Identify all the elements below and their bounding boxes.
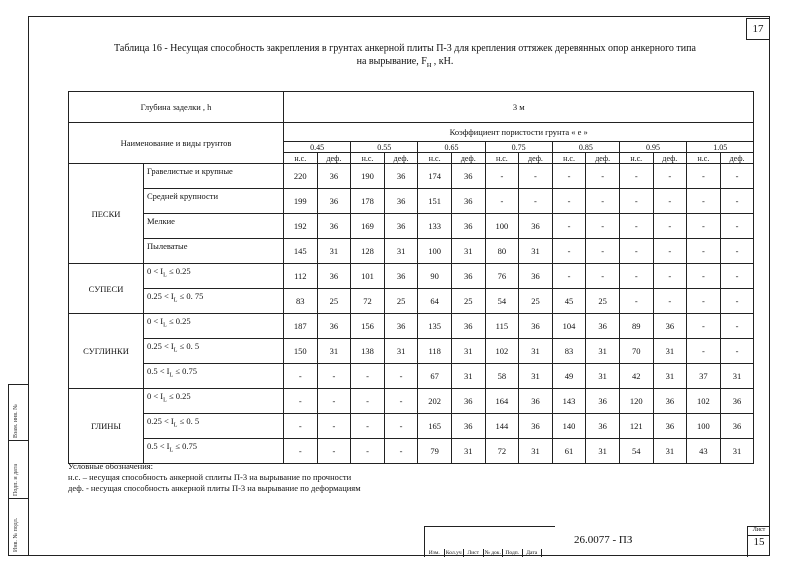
def-value: -: [586, 264, 620, 289]
title-unit: , кН.: [431, 56, 454, 67]
ns-value: 133: [418, 214, 452, 239]
ns-value: 101: [351, 264, 385, 289]
ns-header: н.с.: [552, 153, 586, 164]
def-value: 36: [720, 414, 754, 439]
def-value: 36: [586, 314, 620, 339]
ns-value: 37: [687, 364, 721, 389]
ns-value: 187: [284, 314, 318, 339]
def-value: 36: [317, 164, 351, 189]
ns-value: 100: [687, 414, 721, 439]
def-value: 31: [519, 364, 553, 389]
def-value: 31: [586, 364, 620, 389]
sheet-number: 15: [748, 535, 770, 548]
ns-value: 104: [552, 314, 586, 339]
def-value: 36: [653, 389, 687, 414]
soil-subtype: [144, 189, 284, 214]
def-value: -: [586, 189, 620, 214]
table-row: [69, 439, 754, 464]
table-row: [69, 264, 754, 289]
ns-header: н.с.: [687, 153, 721, 164]
def-value: 36: [519, 214, 553, 239]
notes-line-1: н.с. – несущая способность анкерной сплиты П-3 на вырывание по прочности: [68, 472, 352, 482]
def-value: 36: [317, 189, 351, 214]
def-value: 36: [653, 314, 687, 339]
ns-value: 156: [351, 314, 385, 339]
def-value: 25: [384, 289, 418, 314]
soil-group-name: СУГЛИНКИ: [69, 314, 144, 389]
title-block-cell: Подп.: [503, 549, 523, 557]
ns-value: -: [351, 439, 385, 464]
ns-value: 49: [552, 364, 586, 389]
soil-subtype-text: Мелкие: [147, 216, 175, 226]
table-row: [69, 239, 754, 264]
def-value: 36: [451, 264, 485, 289]
def-value: 36: [451, 189, 485, 214]
def-value: 36: [519, 264, 553, 289]
sheet-box: [747, 526, 770, 557]
ns-value: -: [552, 239, 586, 264]
subscript: L: [173, 422, 178, 429]
def-value: 36: [384, 264, 418, 289]
ns-value: 140: [552, 414, 586, 439]
ns-value: 164: [485, 389, 519, 414]
ns-value: 102: [687, 389, 721, 414]
side-divider: [8, 498, 28, 499]
def-header: деф.: [384, 153, 418, 164]
soil-subtype-tail: ≤ 0.75: [173, 441, 197, 451]
soil-subtype-text: 0.5 < I: [147, 366, 170, 376]
ns-value: -: [619, 164, 653, 189]
soil-subtype-tail: ≤ 0. 5: [177, 416, 200, 426]
notes-line-2: деф. - несущая способность анкерной плиты П-3 на вырывание по деформациям: [68, 483, 361, 493]
ns-value: -: [687, 289, 721, 314]
soil-subtype-text: Средней крупности: [147, 191, 219, 201]
ns-value: -: [552, 264, 586, 289]
ns-value: 76: [485, 264, 519, 289]
def-value: 31: [519, 339, 553, 364]
ns-value: -: [687, 214, 721, 239]
coef-label: Коэффициент пористости грунта « е »: [284, 123, 754, 142]
ns-value: 192: [284, 214, 318, 239]
ns-value: -: [619, 189, 653, 214]
soil-subtype: [144, 439, 284, 464]
porosity-header: 0.75: [485, 142, 552, 153]
porosity-header: 0.45: [284, 142, 351, 153]
ns-value: -: [687, 189, 721, 214]
porosity-header: 0.55: [351, 142, 418, 153]
ns-value: -: [284, 439, 318, 464]
ns-value: -: [485, 189, 519, 214]
def-value: -: [384, 364, 418, 389]
def-value: -: [653, 239, 687, 264]
ns-value: 150: [284, 339, 318, 364]
soil-subtype-text: 0.25 < I: [147, 341, 174, 351]
soil-subtype-text: 0.5 < I: [147, 441, 170, 451]
def-value: 31: [653, 339, 687, 364]
ns-value: 72: [485, 439, 519, 464]
table-row: [69, 314, 754, 339]
def-value: 36: [451, 314, 485, 339]
def-value: 31: [451, 439, 485, 464]
subscript: L: [163, 397, 167, 404]
def-value: 31: [519, 239, 553, 264]
def-value: 36: [384, 214, 418, 239]
ns-value: 199: [284, 189, 318, 214]
soil-subtype-text: 0 < I: [147, 391, 164, 401]
side-label-sign: Подп. и дата: [13, 463, 19, 496]
def-value: 25: [586, 289, 620, 314]
ns-value: -: [552, 214, 586, 239]
subscript: L: [163, 322, 167, 329]
side-label-replace: Взам. инв. №: [13, 404, 19, 438]
title-block-cell: № док.: [484, 549, 504, 557]
subscript: L: [173, 297, 178, 304]
def-value: -: [720, 314, 754, 339]
soil-subtype: [144, 364, 284, 389]
soil-subtype: [144, 414, 284, 439]
table-title: [60, 42, 750, 71]
depth-label: Глубина заделки , h: [69, 92, 284, 123]
def-value: -: [720, 339, 754, 364]
def-value: 36: [384, 164, 418, 189]
ns-header: н.с.: [284, 153, 318, 164]
def-value: 25: [317, 289, 351, 314]
def-value: -: [653, 214, 687, 239]
def-value: -: [653, 289, 687, 314]
def-header: деф.: [317, 153, 351, 164]
ns-value: -: [687, 264, 721, 289]
def-value: 36: [317, 264, 351, 289]
def-value: 31: [720, 439, 754, 464]
def-value: -: [384, 439, 418, 464]
table-row: [69, 289, 754, 314]
def-value: -: [653, 189, 687, 214]
soil-subtype: [144, 289, 284, 314]
soil-subtype: [144, 389, 284, 414]
porosity-header: 0.95: [619, 142, 686, 153]
def-value: -: [653, 164, 687, 189]
subscript: L: [173, 347, 178, 354]
ns-value: 112: [284, 264, 318, 289]
ns-value: 128: [351, 239, 385, 264]
ns-header: н.с.: [619, 153, 653, 164]
title-block-cell: Кол.уч: [445, 549, 465, 557]
def-value: 25: [519, 289, 553, 314]
ns-value: 89: [619, 314, 653, 339]
ns-value: 165: [418, 414, 452, 439]
ns-value: 121: [619, 414, 653, 439]
soil-group-name: ПЕСКИ: [69, 164, 144, 264]
def-value: 36: [317, 214, 351, 239]
def-value: -: [586, 214, 620, 239]
ns-value: -: [619, 289, 653, 314]
table-row: [69, 389, 754, 414]
soil-subtype-tail: ≤ 0.25: [166, 266, 191, 276]
def-value: 25: [451, 289, 485, 314]
def-value: 36: [519, 414, 553, 439]
soil-subtype: [144, 314, 284, 339]
subscript: L: [163, 272, 167, 279]
ns-value: 58: [485, 364, 519, 389]
ns-value: -: [351, 414, 385, 439]
ns-value: 118: [418, 339, 452, 364]
ns-value: 54: [485, 289, 519, 314]
ns-value: 178: [351, 189, 385, 214]
soil-subtype-text: 0.25 < I: [147, 291, 174, 301]
table-row: [69, 214, 754, 239]
def-value: -: [720, 239, 754, 264]
def-value: -: [317, 364, 351, 389]
def-value: 31: [384, 239, 418, 264]
ns-value: 83: [552, 339, 586, 364]
ns-value: -: [485, 164, 519, 189]
def-value: 31: [451, 364, 485, 389]
def-value: -: [317, 439, 351, 464]
def-value: 31: [451, 239, 485, 264]
def-value: -: [519, 164, 553, 189]
ns-value: -: [552, 189, 586, 214]
def-value: -: [586, 164, 620, 189]
ns-value: 80: [485, 239, 519, 264]
ns-value: 169: [351, 214, 385, 239]
ns-value: 100: [485, 214, 519, 239]
def-value: -: [720, 214, 754, 239]
soil-subtype: [144, 214, 284, 239]
porosity-header: 0.65: [418, 142, 485, 153]
def-value: 31: [720, 364, 754, 389]
def-value: -: [519, 189, 553, 214]
def-value: -: [720, 289, 754, 314]
soil-group-name: ГЛИНЫ: [69, 389, 144, 464]
def-value: -: [384, 414, 418, 439]
def-value: -: [317, 389, 351, 414]
side-divider: [8, 440, 28, 441]
title-line-2: [60, 55, 750, 71]
def-value: 36: [384, 314, 418, 339]
def-value: 31: [586, 439, 620, 464]
soil-subtype: [144, 164, 284, 189]
ns-value: 135: [418, 314, 452, 339]
notes-title: Условные обозначения:: [68, 461, 154, 471]
ns-value: 42: [619, 364, 653, 389]
def-header: деф.: [519, 153, 553, 164]
sheet-label: Лист: [752, 527, 766, 533]
ns-value: 61: [552, 439, 586, 464]
soil-label: Наименование и виды грунтов: [69, 123, 284, 164]
title-line-1: Таблица 16 - Несущая способность закрепления в грунтах анкерной плиты П-3 для крепления оттяжек деревянных опор анкерного типа: [114, 43, 696, 54]
soil-subtype-tail: ≤ 0.75: [173, 366, 197, 376]
ns-value: 45: [552, 289, 586, 314]
def-value: 31: [653, 439, 687, 464]
soil-subtype-tail: ≤ 0.25: [166, 316, 191, 326]
ns-value: 90: [418, 264, 452, 289]
soil-subtype-text: Гравелистые и крупные: [147, 166, 233, 176]
def-value: 31: [317, 239, 351, 264]
table-row: [69, 189, 754, 214]
ns-value: 202: [418, 389, 452, 414]
def-value: 36: [451, 389, 485, 414]
ns-value: 43: [687, 439, 721, 464]
side-label-inv: Инв. № подл.: [13, 517, 19, 552]
ns-value: -: [284, 364, 318, 389]
soil-subtype-text: Пылеватые: [147, 241, 188, 251]
title-subscript: н: [426, 60, 432, 69]
soil-subtype: [144, 339, 284, 364]
capacity-table: [68, 91, 754, 464]
table-row: [69, 364, 754, 389]
title-block-cells: [425, 549, 542, 557]
page-number-top: 17: [746, 18, 770, 40]
ns-value: -: [351, 389, 385, 414]
def-value: -: [586, 239, 620, 264]
soil-group-name: СУПЕСИ: [69, 264, 144, 314]
title-block: [424, 526, 770, 556]
def-value: -: [317, 414, 351, 439]
ns-header: н.с.: [418, 153, 452, 164]
def-value: 31: [519, 439, 553, 464]
def-value: 36: [519, 389, 553, 414]
def-value: 36: [451, 164, 485, 189]
ns-value: -: [619, 214, 653, 239]
ns-value: -: [687, 239, 721, 264]
soil-subtype-text: 0 < I: [147, 316, 164, 326]
ns-value: 115: [485, 314, 519, 339]
ns-value: -: [284, 414, 318, 439]
def-header: деф.: [720, 153, 754, 164]
ns-header: н.с.: [351, 153, 385, 164]
ns-value: -: [351, 364, 385, 389]
def-value: -: [720, 264, 754, 289]
ns-value: -: [687, 339, 721, 364]
def-value: 36: [317, 314, 351, 339]
def-value: 36: [720, 389, 754, 414]
subscript: L: [169, 447, 174, 454]
def-value: 31: [317, 339, 351, 364]
ns-value: 120: [619, 389, 653, 414]
ns-value: -: [619, 239, 653, 264]
def-value: 31: [586, 339, 620, 364]
def-value: -: [653, 264, 687, 289]
table-row: [69, 339, 754, 364]
def-value: 36: [653, 414, 687, 439]
ns-value: 102: [485, 339, 519, 364]
def-value: 36: [519, 314, 553, 339]
title-block-cell: Дата: [523, 549, 543, 557]
sidebar: [0, 0, 28, 566]
soil-subtype-tail: ≤ 0. 5: [177, 341, 200, 351]
ns-value: -: [284, 389, 318, 414]
def-value: 36: [586, 414, 620, 439]
table-row: [69, 414, 754, 439]
ns-value: -: [552, 164, 586, 189]
def-value: 36: [384, 189, 418, 214]
table-row: [69, 164, 754, 189]
ns-value: 145: [284, 239, 318, 264]
porosity-header: 0.85: [552, 142, 619, 153]
ns-value: -: [619, 264, 653, 289]
ns-header: н.с.: [485, 153, 519, 164]
soil-subtype-tail: ≤ 0.25: [166, 391, 191, 401]
def-value: 36: [451, 414, 485, 439]
title-block-cell: Лист: [464, 549, 484, 557]
title-block-grid: [424, 526, 555, 557]
document-code: 26.0077 - ПЗ: [574, 534, 633, 546]
def-header: деф.: [653, 153, 687, 164]
ns-value: 174: [418, 164, 452, 189]
title-block-cell: Изм.: [425, 549, 445, 557]
legend-notes: [68, 461, 361, 494]
ns-value: 190: [351, 164, 385, 189]
ns-value: 143: [552, 389, 586, 414]
def-header: деф.: [586, 153, 620, 164]
def-value: -: [384, 389, 418, 414]
def-header: деф.: [451, 153, 485, 164]
def-value: -: [720, 164, 754, 189]
ns-value: 151: [418, 189, 452, 214]
def-value: 31: [451, 339, 485, 364]
ns-value: 72: [351, 289, 385, 314]
ns-value: 220: [284, 164, 318, 189]
ns-value: -: [687, 164, 721, 189]
def-value: 31: [384, 339, 418, 364]
porosity-header: 1.05: [687, 142, 754, 153]
soil-subtype-text: 0 < I: [147, 266, 164, 276]
soil-subtype-text: 0.25 < I: [147, 416, 174, 426]
ns-value: 100: [418, 239, 452, 264]
ns-value: 67: [418, 364, 452, 389]
depth-value: 3 м: [284, 92, 754, 123]
ns-value: 79: [418, 439, 452, 464]
ns-value: 144: [485, 414, 519, 439]
ns-value: 83: [284, 289, 318, 314]
ns-value: 64: [418, 289, 452, 314]
def-value: 36: [451, 214, 485, 239]
def-value: 31: [653, 364, 687, 389]
ns-value: 70: [619, 339, 653, 364]
def-value: 36: [586, 389, 620, 414]
soil-subtype-tail: ≤ 0. 75: [177, 291, 204, 301]
soil-subtype: [144, 264, 284, 289]
ns-value: 138: [351, 339, 385, 364]
title-line-2-text: на вырывание, F: [356, 56, 427, 67]
soil-subtype: [144, 239, 284, 264]
subscript: L: [169, 372, 174, 379]
def-value: -: [720, 189, 754, 214]
ns-value: -: [687, 314, 721, 339]
ns-value: 54: [619, 439, 653, 464]
